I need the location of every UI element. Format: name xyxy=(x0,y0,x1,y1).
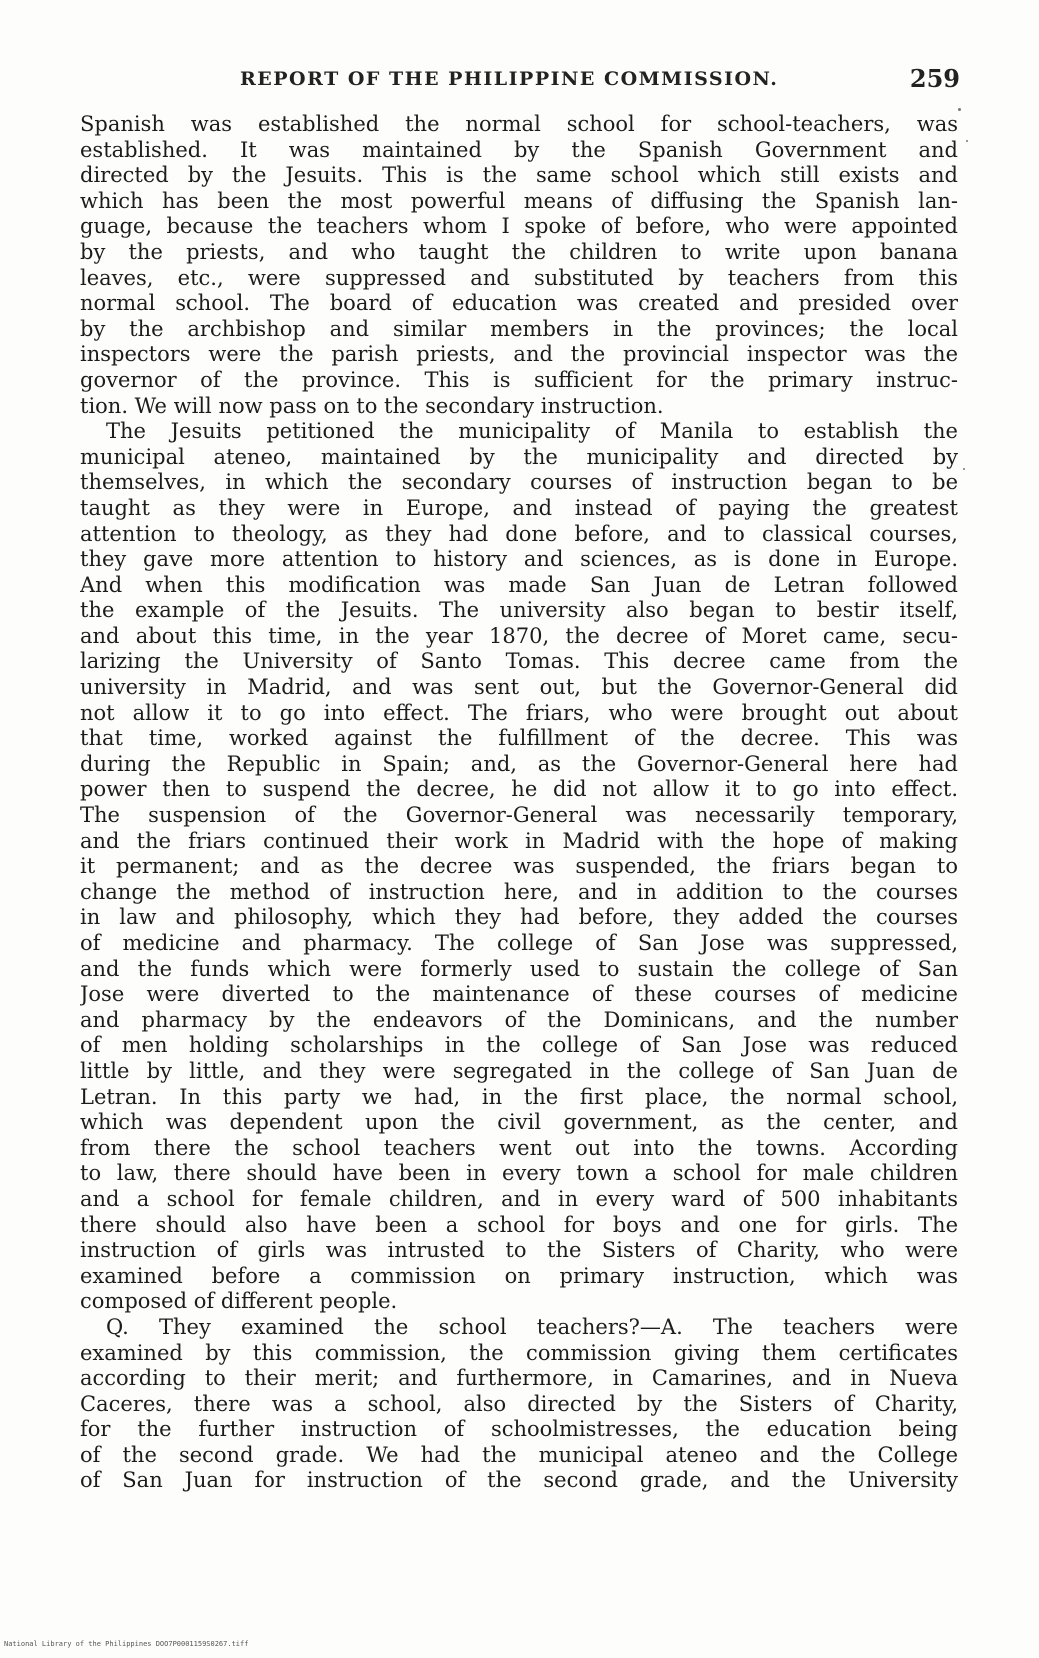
text-line: instruction of girls was intrusted to the Sisters of Charity, who were xyxy=(80,1238,958,1263)
text-line: and a school for female children, and in every ward of 500 inhabitants xyxy=(80,1186,958,1211)
text-line: to law, there should have been in every town a school for male children xyxy=(80,1161,958,1186)
text-line: during the Republic in Spain; and, as the Governor-General here had xyxy=(80,751,958,776)
scan-speck xyxy=(963,468,965,470)
text-line: from there the school teachers went out into the towns. According xyxy=(80,1135,958,1160)
text-line: by the priests, and who taught the children to write upon banana xyxy=(80,239,958,264)
text-line: Caceres, there was a school, also directed by the Sisters of Charity, xyxy=(80,1391,958,1416)
text-line: established. It was maintained by the Spanish Government and xyxy=(80,137,958,162)
text-line: directed by the Jesuits. This is the same school which still exists and xyxy=(80,163,958,188)
scan-footer: National Library of the Philippines DOO7P0001159S0267.tiff xyxy=(4,1640,249,1648)
text-line: Spanish was established the normal school for school-teachers, was xyxy=(80,112,958,136)
text-line: there should also have been a school for boys and one for girls. The xyxy=(80,1212,958,1237)
text-line: not allow it to go into effect. The friars, who were brought out about xyxy=(80,700,958,725)
text-line: power then to suspend the decree, he did not allow it to go into effect. xyxy=(80,777,958,802)
text-line: of medicine and pharmacy. The college of San Jose was suppressed, xyxy=(80,931,958,955)
text-line: of the second grade. We had the municipal ateneo and the College xyxy=(80,1442,958,1467)
text-line: municipal ateneo, maintained by the municipality and directed by xyxy=(80,444,958,469)
text-line: themselves, in which the secondary courses of instruction began to be xyxy=(80,470,958,495)
text-line: change the method of instruction here, and in addition to the courses xyxy=(80,879,958,904)
text-line: inspectors were the parish priests, and the provincial inspector was the xyxy=(80,342,958,367)
text-line: larizing the University of Santo Tomas. This decree came from the xyxy=(80,649,958,674)
paragraph-start-line: The Jesuits petitioned the municipality of Manila to establish the xyxy=(106,419,958,444)
text-line: Jose were diverted to the maintenance of these courses of medicine xyxy=(80,982,958,1007)
text-line: The suspension of the Governor-General was necessarily temporary, xyxy=(80,803,958,828)
text-line: and about this time, in the year 1870, the decree of Moret came, secu- xyxy=(80,623,958,648)
text-line: guage, because the teachers whom I spoke of before, who were appointed xyxy=(80,214,958,239)
text-line: university in Madrid, and was sent out, but the Governor-General did xyxy=(80,675,958,700)
text-line: which has been the most powerful means of diffusing the Spanish lan- xyxy=(80,188,958,213)
scan-speck xyxy=(958,108,961,111)
text-line: normal school. The board of education was created and presided over xyxy=(80,291,958,316)
text-line: by the archbishop and similar members in the provinces; the local xyxy=(80,316,958,341)
text-line: tion. We will now pass on to the secondary instruction. xyxy=(80,393,664,418)
text-line: of San Juan for instruction of the second grade, and the University xyxy=(80,1468,958,1493)
page-number: 259 xyxy=(909,64,960,93)
scan-speck xyxy=(966,140,968,142)
text-line: leaves, etc., were suppressed and substituted by teachers from this xyxy=(80,265,958,290)
text-line: according to their merit; and furthermore, in Camarines, and in Nueva xyxy=(80,1366,958,1391)
paragraph-start-line: Q. They examined the school teachers?—A. The teachers were xyxy=(106,1314,958,1339)
running-title: REPORT OF THE PHILIPPINE COMMISSION. xyxy=(240,68,779,90)
text-line: in law and philosophy, which they had before, they added the courses xyxy=(80,905,958,930)
text-line: Letran. In this party we had, in the first place, the normal school, xyxy=(80,1084,958,1109)
text-line: for the further instruction of schoolmistresses, the education being xyxy=(80,1417,958,1442)
text-line: governor of the province. This is sufficient for the primary instruc- xyxy=(80,367,958,392)
text-line: which was dependent upon the civil government, as the center, and xyxy=(80,1110,958,1135)
text-line: and the funds which were formerly used to sustain the college of San xyxy=(80,956,958,981)
text-line: attention to theology, as they had done before, and to classical courses, xyxy=(80,521,958,546)
text-line: the example of the Jesuits. The university also began to bestir itself, xyxy=(80,598,958,623)
text-line: and pharmacy by the endeavors of the Dominicans, and the number xyxy=(80,1007,958,1032)
text-line: it permanent; and as the decree was suspended, the friars began to xyxy=(80,854,958,879)
text-line: examined before a commission on primary instruction, which was xyxy=(80,1263,958,1288)
text-line: And when this modification was made San Juan de Letran followed xyxy=(80,572,958,597)
text-line: and the friars continued their work in Madrid with the hope of making xyxy=(80,828,958,853)
running-head xyxy=(80,64,960,98)
text-line: of men holding scholarships in the college of San Jose was reduced xyxy=(80,1033,958,1058)
body-text xyxy=(80,112,958,1494)
text-line: that time, worked against the fulfillment of the decree. This was xyxy=(80,726,958,751)
text-line: composed of different people. xyxy=(80,1289,398,1314)
text-line: little by little, and they were segregated in the college of San Juan de xyxy=(80,1058,958,1083)
text-line: examined by this commission, the commission giving them certificates xyxy=(80,1340,958,1365)
text-line: taught as they were in Europe, and instead of paying the greatest xyxy=(80,495,958,520)
text-line: they gave more attention to history and sciences, as is done in Europe. xyxy=(80,547,958,572)
